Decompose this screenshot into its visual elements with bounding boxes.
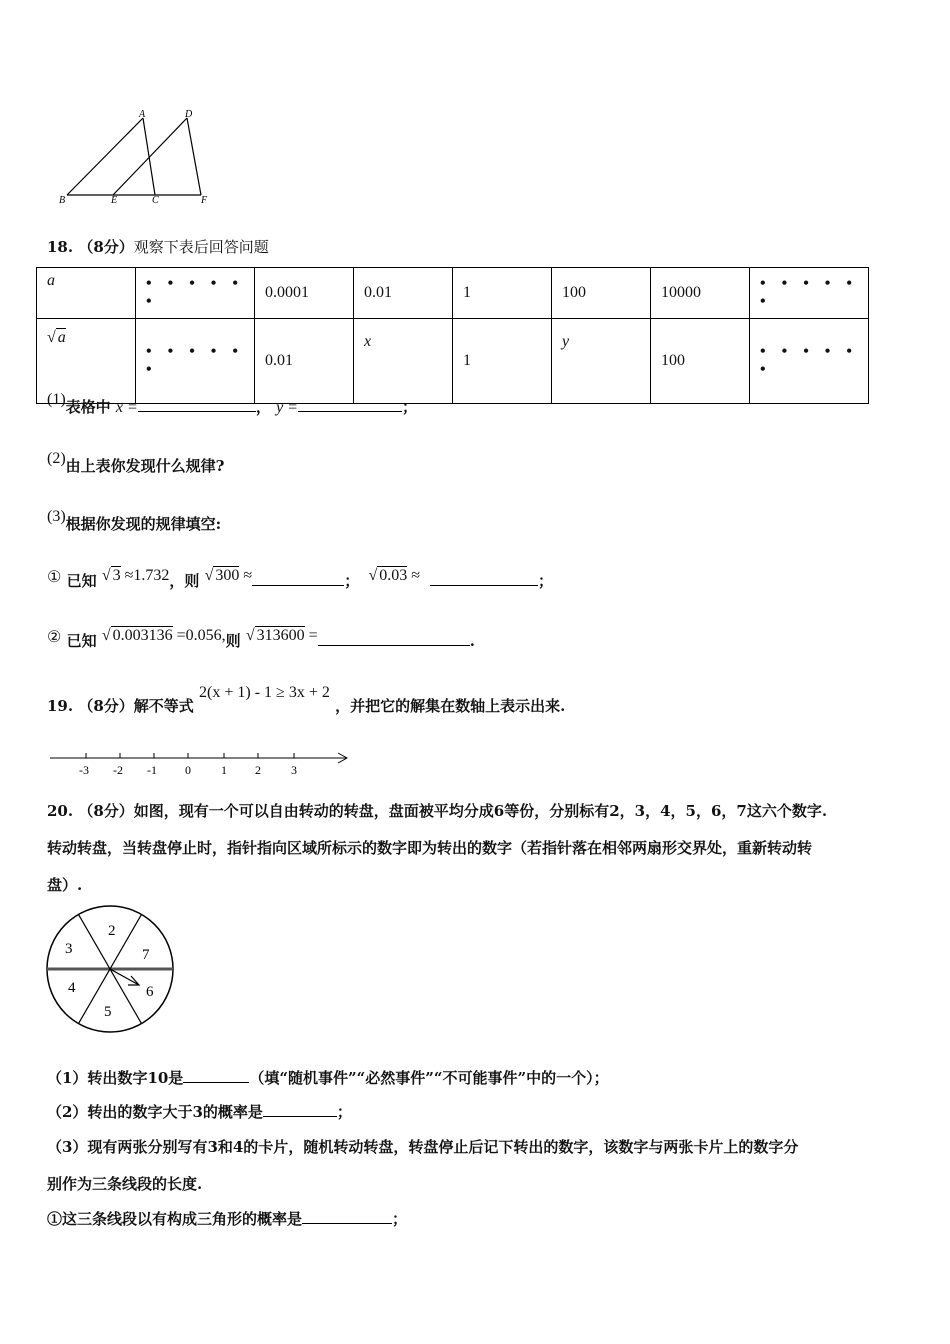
q18-fill2: ② 已知 √ 0.003136 =0.056,则 √ 313600 = . <box>47 627 475 650</box>
sub1-tail: ； <box>392 1210 408 1228</box>
table-cell: 10000 <box>651 268 750 319</box>
number-line <box>48 748 358 780</box>
y-equals: y = <box>276 399 298 416</box>
q18-number: 18. <box>47 238 74 256</box>
approx-sign: ≈ <box>411 567 421 584</box>
circle-one: ① <box>47 569 62 586</box>
table-cell: 100 <box>552 268 651 319</box>
separator: ； <box>344 572 360 590</box>
q18-prompt: 观察下表后回答问题 <box>133 238 269 256</box>
answer-blank[interactable] <box>302 1209 392 1224</box>
table-cell-x: x <box>364 333 372 350</box>
point-label-c: C <box>152 195 159 206</box>
point-label-a: A <box>139 109 146 120</box>
known-label: 已知 <box>66 572 97 590</box>
part2-label: （2）转出的数字大于3的概率是 <box>47 1103 263 1121</box>
answer-blank[interactable] <box>318 631 470 646</box>
table-cell: 0.01 <box>255 319 354 404</box>
answer-x-blank[interactable] <box>138 397 256 412</box>
answer-blank[interactable] <box>252 571 344 586</box>
part1-text: 表格中 <box>65 398 111 416</box>
table-cell: • • • • • • <box>760 343 859 378</box>
table-cell: 1 <box>453 268 552 319</box>
answer-blank[interactable] <box>183 1068 249 1083</box>
radicand: 0.03 <box>379 567 408 584</box>
table-cell: 100 <box>651 319 750 404</box>
part1-tail: （填“随机事件”“必然事件”“不可能事件”中的一个）； <box>249 1069 609 1087</box>
sector-6: 6 <box>146 984 154 1000</box>
tick-label: -3 <box>79 763 89 777</box>
inequality: 2(x + 1) - 1 ≥ 3x + 2 <box>199 684 330 701</box>
answer-y-blank[interactable] <box>298 397 402 412</box>
table-cell: • • • • • • <box>146 343 245 378</box>
q20-part3-line1: （3）现有两张分别写有3和4的卡片，随机转动转盘，转盘停止后记下转出的数字，该数字与两张卡片上的数字分 <box>47 1138 799 1156</box>
triangle-figure <box>55 108 225 208</box>
radicand: 300 <box>215 567 240 584</box>
q18-part3 <box>47 508 222 534</box>
q20-part3-line2: 别作为三条线段的长度. <box>47 1175 203 1193</box>
part3-text: 根据你发现的规律填空: <box>65 515 222 533</box>
q18-part1 <box>47 391 417 417</box>
q19-prompt: 解不等式 <box>133 697 194 715</box>
q20-sub1 <box>47 1208 407 1229</box>
q18-fill1: ① 已知 √ 3 ≈1.732，则 √ 300 ≈ ； √ 0.03 ≈ ； <box>47 567 554 590</box>
q19-tail: ，并把它的解集在数轴上表示出来. <box>335 697 566 715</box>
spinner <box>42 905 182 1035</box>
separator: ， <box>255 398 271 416</box>
table-cell: 0.0001 <box>255 268 354 319</box>
table-cell: 0.01 <box>354 268 453 319</box>
q18-heading <box>47 236 269 257</box>
table-cell: 1 <box>453 319 552 404</box>
sector-2: 2 <box>108 923 116 939</box>
q19-heading <box>47 684 566 716</box>
circle-two: ② <box>47 629 62 646</box>
point-label-f: F <box>201 195 208 206</box>
approx-sign: ≈ <box>243 567 253 584</box>
equals-sign: = <box>308 627 318 644</box>
tick-label: -2 <box>113 763 123 777</box>
equals-value: =0.056, <box>176 627 226 644</box>
q20-heading <box>47 800 827 821</box>
table-cell: • • • • • • <box>760 275 859 310</box>
end-mark: ； <box>538 572 554 590</box>
q19-number: 19. <box>47 697 74 715</box>
tick-label: 0 <box>185 763 191 777</box>
q20-line3: 盘）. <box>47 876 83 894</box>
radicand: 313600 <box>256 627 305 644</box>
row-head-sqrt-a: a <box>57 329 66 346</box>
q18-table <box>36 267 869 404</box>
part3-label: (3) <box>47 508 66 525</box>
table-row <box>37 268 869 319</box>
end-mark: . <box>469 632 475 650</box>
row-head-a: a <box>47 272 55 289</box>
table-cell: • • • • • • <box>146 275 245 310</box>
q20-number: 20. <box>47 802 74 820</box>
point-label-e: E <box>111 195 118 206</box>
sector-5: 5 <box>104 1004 112 1020</box>
point-label-d: D <box>185 109 193 120</box>
approx-value: ≈1.732 <box>124 567 170 584</box>
radicand: 3 <box>112 567 121 584</box>
q20-score: （8分） <box>78 802 134 820</box>
then-label: 则 <box>225 632 241 650</box>
part2-label: (2) <box>47 450 66 467</box>
tick-label: 1 <box>221 763 227 777</box>
sub1-label: ①这三条线段以有构成三角形的概率是 <box>47 1210 303 1228</box>
q20-line1: 如图，现有一个可以自由转动的转盘，盘面被平均分成6等份，分别标有2，3，4，5，6，7这六个数字. <box>133 802 828 820</box>
part1-label: （1）转出数字10是 <box>47 1069 184 1087</box>
tick-label: 3 <box>291 763 297 777</box>
table-row: √ a • • • • • • 0.01 x 1 y 100 • • • • • • <box>37 319 869 404</box>
tick-label: -1 <box>147 763 157 777</box>
q20-line2: 转动转盘，当转盘停止时，指针指向区域所标示的数字即为转出的数字（若指针落在相邻两扇形交界处，重新转动转 <box>47 839 813 857</box>
known-label: 已知 <box>66 632 97 650</box>
sector-3: 3 <box>65 941 73 957</box>
q20-part1 <box>47 1067 609 1088</box>
end-mark: ； <box>401 398 417 416</box>
point-label-b: B <box>59 195 66 206</box>
q19-score: （8分） <box>78 697 134 715</box>
sector-7: 7 <box>142 947 150 963</box>
q18-score: （8分） <box>78 238 134 256</box>
answer-blank[interactable] <box>263 1102 337 1117</box>
q20-part2 <box>47 1101 352 1122</box>
tick-label: 2 <box>255 763 261 777</box>
table-cell-y: y <box>562 333 570 350</box>
part2-text: 由上表你发现什么规律? <box>65 457 225 475</box>
answer-blank[interactable] <box>430 571 538 586</box>
q18-part2 <box>47 450 225 476</box>
sector-4: 4 <box>68 980 76 996</box>
x-equals: x = <box>115 399 138 416</box>
radicand: 0.003136 <box>112 627 173 644</box>
part1-label: (1) <box>47 391 66 408</box>
tick-group <box>79 753 297 777</box>
then-label: ，则 <box>169 572 200 590</box>
part2-tail: ； <box>336 1103 352 1121</box>
